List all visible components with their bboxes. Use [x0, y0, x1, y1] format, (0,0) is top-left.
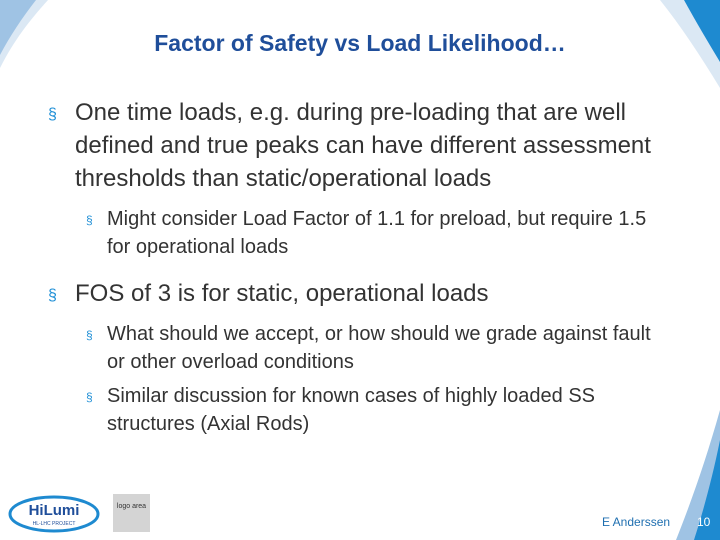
- section-sign-icon: §: [86, 328, 93, 342]
- hilumi-logo-text: HiLumi: [28, 502, 80, 519]
- hilumi-logo: [8, 494, 100, 534]
- bullet-level1-item: [48, 277, 688, 310]
- section-sign-icon: §: [86, 213, 93, 227]
- slide-content: [48, 96, 688, 444]
- section-sign-icon: §: [86, 390, 93, 404]
- sub-bullet-text: Might consider Load Factor of 1.1 for preload, but require 1.5 for operational loads: [107, 208, 647, 258]
- author-name: E Anderssen: [602, 515, 671, 529]
- bullet-text: FOS of 3 is for static, operational loads: [75, 280, 489, 307]
- section-sign-icon: §: [48, 106, 57, 123]
- slide-title: Factor of Safety vs Load Likelihood…: [154, 30, 566, 56]
- sub-bullet-text: What should we accept, or how should we grade against fault or other overload conditions: [107, 323, 651, 373]
- page-number: 10: [697, 515, 711, 529]
- bullet-level2-item: [86, 205, 667, 261]
- section-sign-icon: §: [48, 287, 57, 304]
- bullet-level2-item: [86, 320, 667, 376]
- bullet-text: One time loads, e.g. during pre-loading that are well defined and true peaks can have different assessment thresholds than static/operational loads: [75, 99, 651, 192]
- bullet-level2-item: [86, 382, 667, 438]
- hilumi-logo-subtext: HL-LHC PROJECT: [32, 521, 76, 527]
- sub-bullet-text: Similar discussion for known cases of highly loaded SS structures (Axial Rods): [107, 385, 596, 435]
- logo-area-placeholder: logo area: [113, 494, 150, 532]
- bullet-level1-item: [48, 96, 688, 195]
